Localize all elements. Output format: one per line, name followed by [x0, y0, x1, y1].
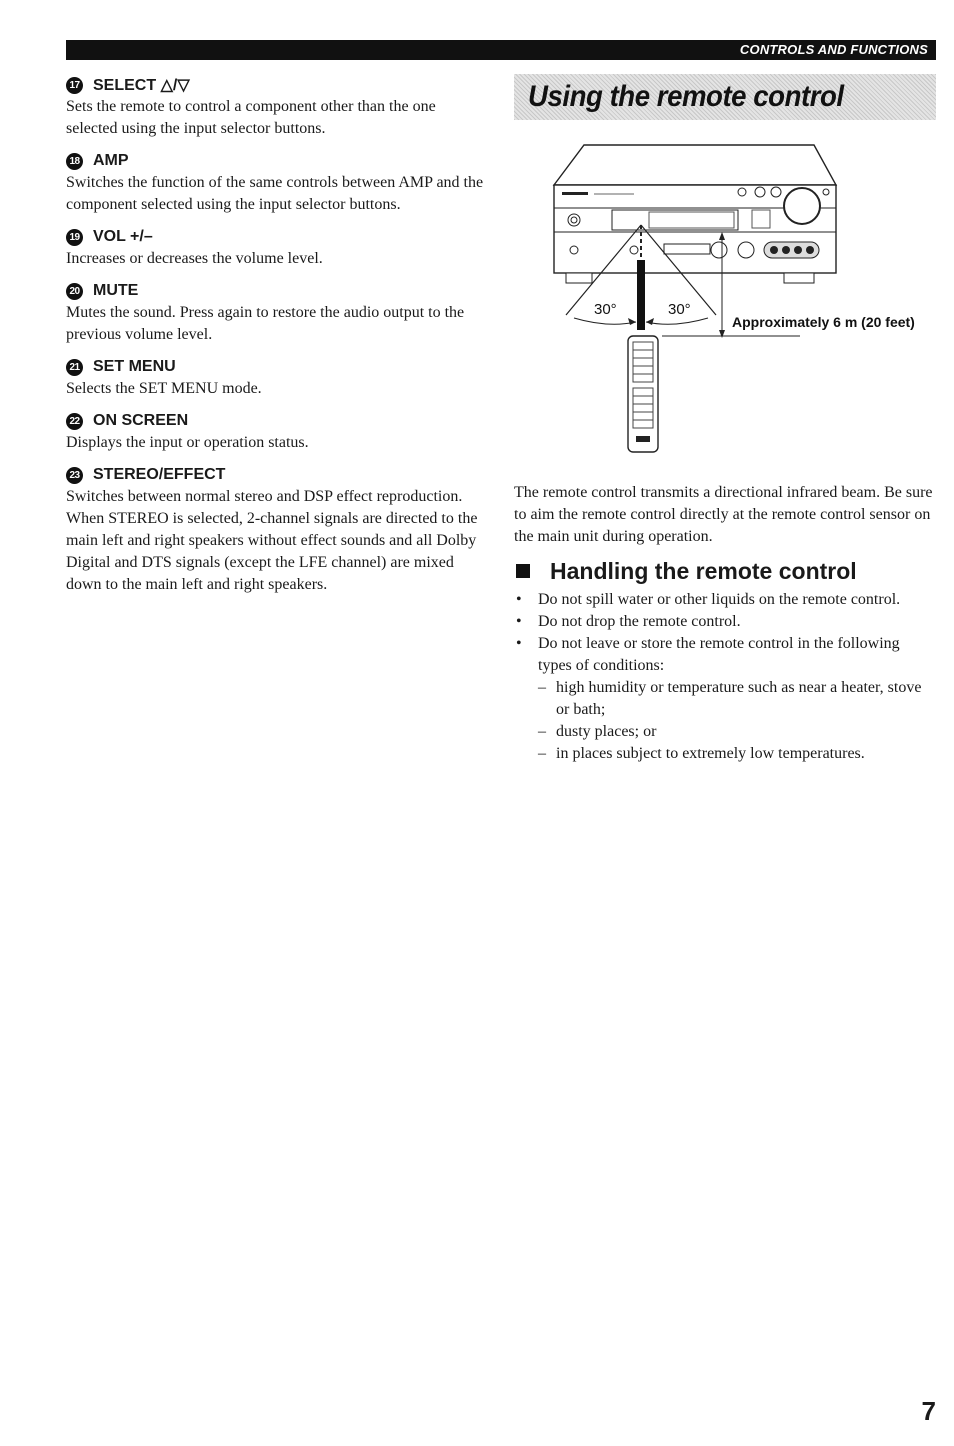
item-amp	[66, 150, 491, 216]
list-item	[514, 633, 936, 677]
sub-list-item-text: high humidity or temperature such as near a heater, stove or bath;	[556, 679, 922, 718]
item-title: SET MENU	[93, 358, 176, 375]
list-item-text: Do not leave or store the remote control in the following types of conditions:	[538, 635, 900, 674]
item-description: Mutes the sound. Press again to restore the audio output to the previous volume level.	[66, 304, 465, 343]
list-item-text: Do not drop the remote control.	[538, 613, 741, 630]
item-vol	[66, 226, 491, 270]
item-description: Displays the input or operation status.	[66, 434, 309, 451]
list-item	[514, 611, 936, 633]
item-select	[66, 74, 491, 140]
angle-right-label: 30°	[668, 301, 691, 318]
item-mute	[66, 280, 491, 346]
item-on-screen	[66, 410, 491, 454]
item-description: Increases or decreases the volume level.	[66, 250, 323, 267]
section-header-bar	[66, 40, 936, 60]
item-description: Selects the SET MENU mode.	[66, 380, 262, 397]
item-title: AMP	[93, 152, 129, 169]
section-banner	[514, 74, 936, 120]
section-label: CONTROLS AND FUNCTIONS	[739, 42, 928, 57]
number-badge-icon: 19	[66, 229, 83, 246]
intro-paragraph: The remote control transmits a directional infrared beam. Be sure to aim the remote control directly at the remote control sensor on the main unit during operation.	[514, 484, 933, 545]
item-description: Switches between normal stereo and DSP effect reproduction. When STEREO is selected, 2-channel signals are directed to the main left and right speakers without effect sounds and all Dolby Digital and DTS signals (except the LFE channel) are mixed down to the main left and right speakers.	[66, 488, 478, 593]
item-stereo-effect	[66, 464, 491, 596]
number-badge-icon: 17	[66, 77, 83, 94]
list-item	[514, 589, 936, 611]
item-description: Sets the remote to control a component other than the one selected using the input selector buttons.	[66, 98, 436, 137]
item-description: Switches the function of the same controls between AMP and the component selected using the input selector buttons.	[66, 174, 484, 213]
left-column	[66, 74, 491, 606]
number-badge-icon: 21	[66, 359, 83, 376]
item-set-menu	[66, 356, 491, 400]
banner-title: Using the remote control	[528, 80, 844, 113]
sub-list-item-text: dusty places; or	[556, 723, 657, 740]
remote-range-figure	[514, 140, 936, 465]
bullet-icon: •	[516, 591, 522, 608]
dash-icon: –	[538, 745, 546, 762]
bullet-icon: •	[516, 635, 522, 652]
number-badge-icon: 22	[66, 413, 83, 430]
item-title: ON SCREEN	[93, 412, 189, 429]
list-item-text: Do not spill water or other liquids on the remote control.	[538, 591, 901, 608]
square-bullet-icon	[516, 564, 530, 578]
bullet-icon: •	[516, 613, 522, 630]
handling-title: Handling the remote control	[550, 557, 857, 584]
item-title: SELECT △/▽	[93, 77, 190, 94]
item-title: STEREO/EFFECT	[93, 466, 226, 483]
item-title: VOL +/–	[93, 228, 153, 245]
handling-list	[514, 589, 936, 765]
angle-left-label: 30°	[594, 301, 617, 318]
number-badge-icon: 20	[66, 283, 83, 300]
dash-icon: –	[538, 679, 546, 696]
sub-list-item-text: in places subject to extremely low temperatures.	[556, 745, 865, 762]
item-title: MUTE	[93, 282, 139, 299]
number-badge-icon: 23	[66, 467, 83, 484]
sub-list-item	[538, 677, 936, 721]
dash-icon: –	[538, 723, 546, 740]
distance-label: Approximately 6 m (20 feet)	[732, 314, 915, 330]
receiver-and-remote-illustration	[514, 140, 936, 465]
number-badge-icon: 18	[66, 153, 83, 170]
sub-list-item	[538, 743, 936, 765]
sub-list-item	[538, 721, 936, 743]
page-number: 7	[921, 1396, 936, 1426]
handling-heading	[514, 556, 857, 586]
